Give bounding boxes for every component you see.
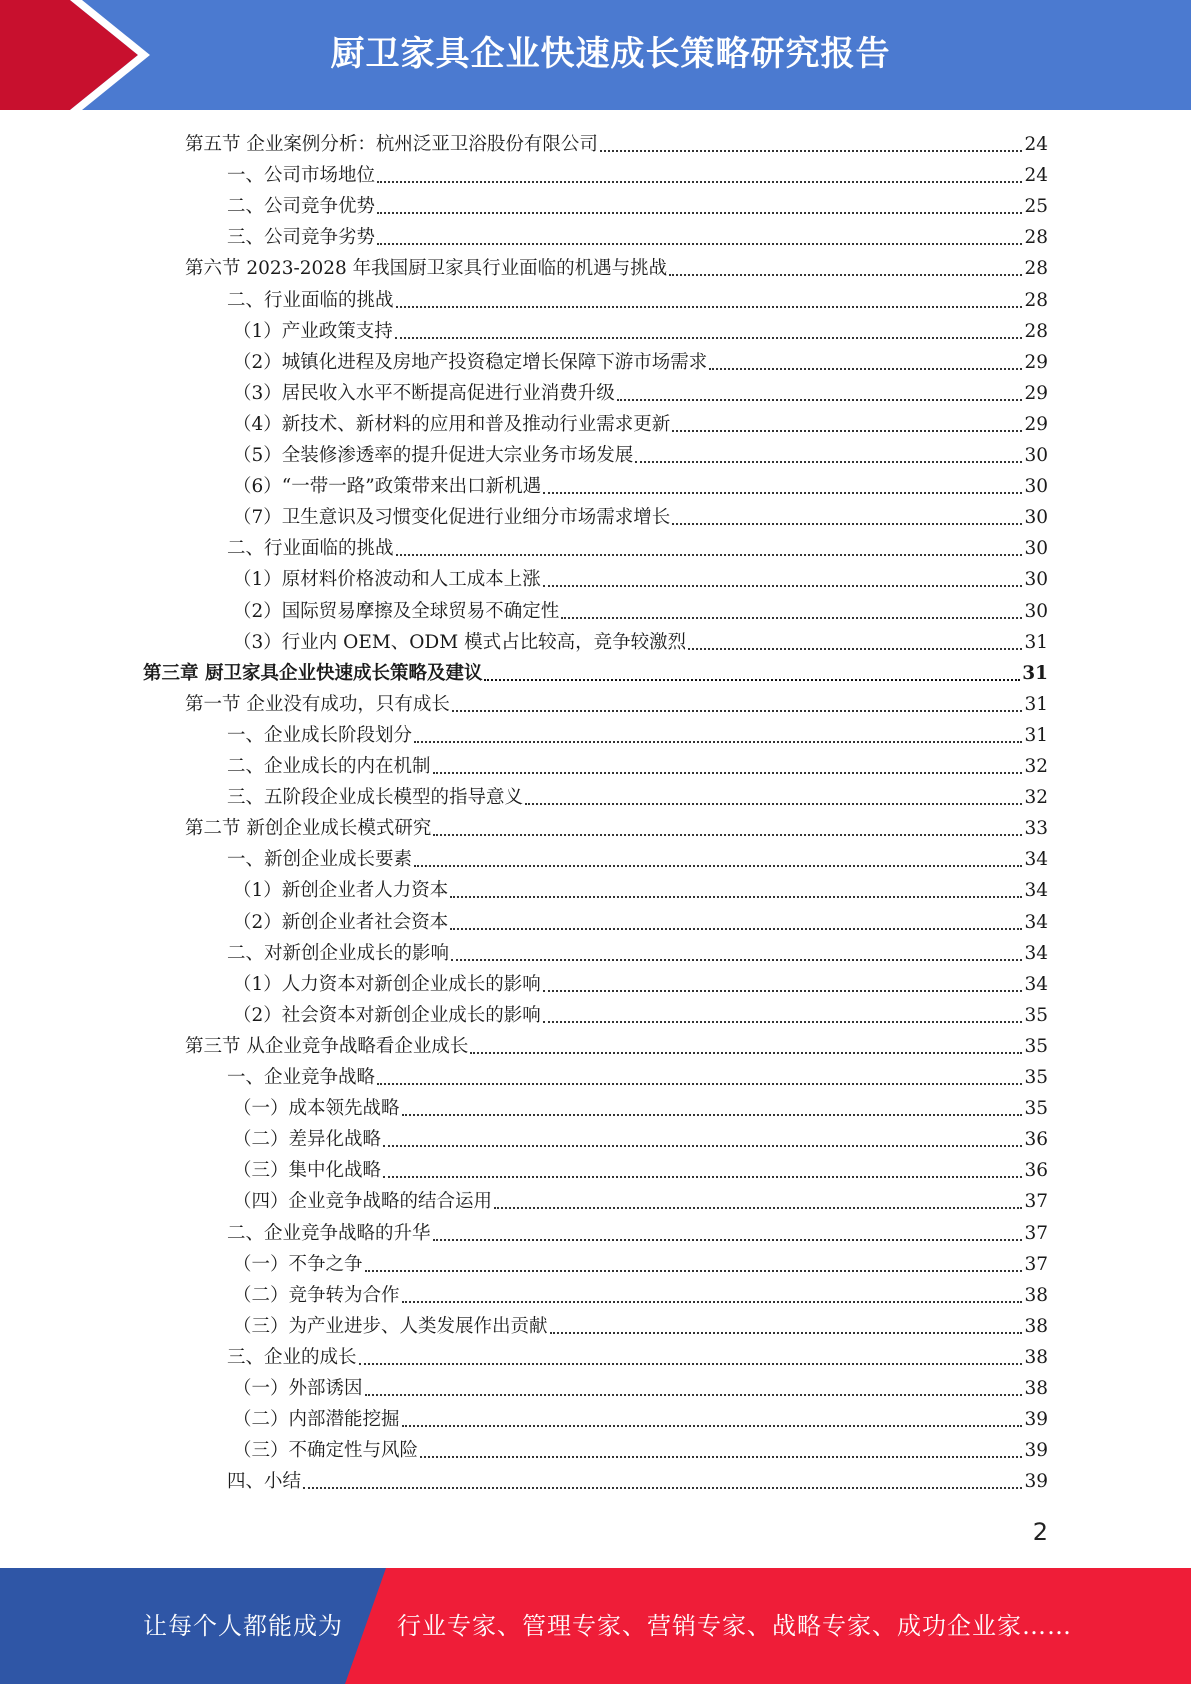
- toc-entry-page: 24: [1024, 165, 1048, 187]
- toc-entry-label: 四、小结: [227, 1471, 302, 1493]
- toc-entry-label: 二、行业面临的挑战: [227, 289, 394, 311]
- toc-entry[interactable]: [233, 407, 1048, 438]
- toc-entry-label: 一、公司市场地位: [227, 165, 376, 187]
- toc-dot-leader: [543, 964, 1023, 992]
- toc-entry-label: 第一节 企业没有成功，只有成长: [185, 693, 450, 715]
- toc-entry-label: （2）新创企业者社会资本: [233, 911, 449, 933]
- toc-entry-page: 37: [1024, 1253, 1048, 1275]
- toc-dot-leader: [383, 1119, 1022, 1147]
- toc-entry-page: 34: [1024, 880, 1048, 902]
- toc-entry-label: （一）成本领先战略: [233, 1098, 400, 1120]
- toc-entry[interactable]: [227, 1060, 1048, 1091]
- toc-entry-label: 一、新创企业成长要素: [227, 849, 413, 871]
- toc-dot-leader: [672, 497, 1022, 525]
- toc-entry[interactable]: [233, 1371, 1048, 1402]
- toc-entry-page: 36: [1024, 1129, 1048, 1151]
- toc-dot-leader: [414, 839, 1022, 867]
- toc-dot-leader: [543, 559, 1023, 587]
- toc-entry-label: 第三章 厨卫家具企业快速成长策略及建议: [143, 662, 483, 684]
- toc-entry-label: 一、企业成长阶段划分: [227, 724, 413, 746]
- toc-entry-label: 二、对新创企业成长的影响: [227, 942, 450, 964]
- page-footer: [0, 1568, 1191, 1684]
- toc-dot-leader: [470, 1026, 1022, 1054]
- toc-entry-page: 31: [1024, 724, 1048, 746]
- toc-dot-leader: [550, 1306, 1023, 1334]
- toc-dot-leader: [450, 870, 1022, 898]
- toc-dot-leader: [484, 653, 1020, 681]
- toc-entry-label: （2）社会资本对新创企业成长的影响: [233, 1004, 541, 1026]
- toc-entry-label: 三、五阶段企业成长模型的指导意义: [227, 787, 524, 809]
- toc-entry-label: 三、公司竞争劣势: [227, 227, 376, 249]
- toc-dot-leader: [688, 622, 1022, 650]
- toc-entry[interactable]: [227, 531, 1048, 562]
- toc-entry[interactable]: [185, 127, 1048, 158]
- toc-dot-leader: [402, 1399, 1023, 1427]
- toc-entry[interactable]: [227, 1340, 1048, 1371]
- toc-entry-label: 二、行业面临的挑战: [227, 538, 394, 560]
- toc-entry-page: 39: [1024, 1409, 1048, 1431]
- page-header: [0, 0, 1191, 110]
- footer-slogan-right: 行业专家、管理专家、营销专家、战略专家、成功企业家……: [397, 1612, 1072, 1640]
- toc-dot-leader: [543, 995, 1023, 1023]
- toc-entry-page: 34: [1024, 911, 1048, 933]
- toc-entry-page: 29: [1024, 382, 1048, 404]
- toc-entry-label: （1）人力资本对新创企业成长的影响: [233, 973, 541, 995]
- toc-entry-page: 33: [1024, 818, 1048, 840]
- toc-entry-page: 35: [1024, 1067, 1048, 1088]
- toc-entry-page: 28: [1024, 320, 1048, 342]
- toc-entry-label: 第三节 从企业竞争战略看企业成长: [185, 1035, 469, 1057]
- toc-dot-leader: [396, 528, 1023, 556]
- toc-entry[interactable]: [233, 967, 1048, 998]
- toc-entry-page: 37: [1024, 1222, 1048, 1244]
- toc-entry-page: 38: [1024, 1284, 1048, 1306]
- toc-entry[interactable]: [185, 1029, 1048, 1060]
- toc-entry-label: 二、企业竞争战略的升华: [227, 1222, 431, 1244]
- toc-dot-leader: [543, 466, 1022, 494]
- toc-entry-page: 29: [1024, 351, 1048, 373]
- toc-entry-label: （三）不确定性与风险: [233, 1440, 419, 1462]
- toc-dot-leader: [402, 1088, 1023, 1116]
- toc-dot-leader: [396, 280, 1023, 308]
- toc-entry[interactable]: [227, 220, 1048, 251]
- toc-entry[interactable]: [185, 811, 1048, 842]
- toc-entry-label: （二）差异化战略: [233, 1129, 382, 1151]
- toc-entry-label: 二、公司竞争优势: [227, 196, 376, 218]
- toc-entry-page: 30: [1024, 600, 1048, 622]
- toc-entry-label: （1）产业政策支持: [233, 320, 393, 342]
- toc-entry-label: （三）集中化战略: [233, 1160, 382, 1182]
- toc-dot-leader: [377, 186, 1022, 214]
- toc-entry-page: 32: [1024, 787, 1048, 809]
- toc-entry-label: （2）城镇化进程及房地产投资稳定增长保障下游市场需求: [233, 351, 708, 373]
- toc-dot-leader: [395, 311, 1023, 339]
- toc-entry[interactable]: [233, 562, 1048, 593]
- toc-entry-label: （7）卫生意识及习惯变化促进行业细分市场需求增长: [233, 507, 671, 529]
- toc-dot-leader: [433, 1213, 1023, 1241]
- toc-entry[interactable]: [233, 594, 1048, 625]
- toc-entry[interactable]: [227, 283, 1048, 314]
- toc-entry[interactable]: [185, 251, 1048, 282]
- toc-entry-label: （一）外部诱因: [233, 1378, 363, 1399]
- toc-dot-leader: [525, 777, 1022, 805]
- toc-entry-page: 35: [1024, 1035, 1048, 1057]
- toc-entry-page: 39: [1024, 1440, 1048, 1462]
- toc-dot-leader: [377, 217, 1022, 245]
- toc-dot-leader: [420, 1430, 1022, 1458]
- toc-entry-page: 36: [1024, 1160, 1048, 1182]
- toc-dot-leader: [359, 1337, 1023, 1365]
- toc-entry[interactable]: [227, 158, 1048, 189]
- toc-entry[interactable]: [233, 1433, 1048, 1464]
- toc-dot-leader: [365, 1368, 1023, 1396]
- toc-entry[interactable]: [233, 1184, 1048, 1215]
- toc-entry-label: 三、企业的成长: [227, 1346, 357, 1368]
- toc-entry[interactable]: [227, 718, 1048, 749]
- toc-entry-label: 一、企业竞争战略: [227, 1067, 376, 1088]
- toc-entry-page: 29: [1024, 413, 1048, 435]
- toc-dot-leader: [365, 1244, 1023, 1272]
- toc-entry[interactable]: [233, 1278, 1048, 1309]
- toc-entry-label: （二）内部潜能挖掘: [233, 1409, 400, 1431]
- toc-entry-label: （一）不争之争: [233, 1253, 363, 1275]
- toc-entry-label: 第二节 新创企业成长模式研究: [185, 818, 432, 840]
- toc-entry-label: （三）为产业进步、人类发展作出贡献: [233, 1315, 548, 1337]
- toc-entry-label: （四）企业竞争战略的结合运用: [233, 1191, 493, 1213]
- toc-entry[interactable]: [227, 1464, 1048, 1495]
- toc-entry-page: 30: [1024, 538, 1048, 560]
- toc-dot-leader: [494, 1181, 1022, 1209]
- toc-dot-leader: [669, 248, 1022, 276]
- toc-entry[interactable]: [233, 625, 1048, 656]
- toc-entry-page: 30: [1024, 476, 1048, 498]
- toc-dot-leader: [600, 124, 1023, 152]
- toc-entry-page: 31: [1022, 662, 1048, 684]
- toc-entry-page: 39: [1024, 1471, 1048, 1493]
- toc-entry-page: 38: [1024, 1378, 1048, 1399]
- toc-entry[interactable]: [233, 873, 1048, 904]
- toc-entry-page: 35: [1024, 1004, 1048, 1026]
- toc-dot-leader: [452, 684, 1023, 712]
- toc-entry-page: 32: [1024, 756, 1048, 777]
- toc-entry-page: 34: [1024, 849, 1048, 871]
- toc-entry-page: 24: [1024, 134, 1048, 155]
- toc-dot-leader: [377, 155, 1022, 183]
- toc-entry[interactable]: [233, 345, 1048, 376]
- toc-entry[interactable]: [227, 842, 1048, 873]
- report-title: 厨卫家具企业快速成长策略研究报告: [330, 34, 891, 74]
- toc-chapter-entry[interactable]: [143, 656, 1048, 687]
- toc-entry[interactable]: [233, 905, 1048, 936]
- toc-entry[interactable]: [233, 500, 1048, 531]
- toc-entry[interactable]: [227, 1216, 1048, 1247]
- toc-entry-page: 28: [1024, 289, 1048, 311]
- toc-entry[interactable]: [227, 936, 1048, 967]
- toc-entry[interactable]: [227, 189, 1048, 220]
- toc-dot-leader: [303, 1461, 1022, 1489]
- toc-entry[interactable]: [233, 1309, 1048, 1340]
- toc-entry-page: 28: [1024, 258, 1048, 280]
- toc-entry-page: 34: [1024, 942, 1048, 964]
- toc-entry[interactable]: [185, 687, 1048, 718]
- toc-entry-page: 38: [1024, 1315, 1048, 1337]
- toc-entry-label: （1）新创企业者人力资本: [233, 880, 449, 902]
- toc-entry-label: （3）居民收入水平不断提高促进行业消费升级: [233, 382, 615, 404]
- toc-entry-label: 第五节 企业案例分析：杭州泛亚卫浴股份有限公司: [185, 134, 598, 155]
- toc-entry-label: （1）原材料价格波动和人工成本上涨: [233, 569, 541, 591]
- toc-entry-label: 第六节 2023-2028 年我国厨卫家具行业面临的机遇与挑战: [185, 258, 668, 280]
- toc-dot-leader: [617, 373, 1023, 401]
- toc-entry[interactable]: [233, 1153, 1048, 1184]
- toc-entry[interactable]: [233, 1122, 1048, 1153]
- toc-entry-page: 34: [1024, 973, 1048, 995]
- toc-entry[interactable]: [233, 1247, 1048, 1278]
- toc-entry-page: 37: [1024, 1191, 1048, 1213]
- toc-entry-page: 38: [1024, 1346, 1048, 1368]
- toc-entry-page: 25: [1024, 196, 1048, 218]
- toc-dot-leader: [414, 715, 1022, 743]
- toc-entry-page: 30: [1024, 445, 1048, 466]
- toc-entry-label: （4）新技术、新材料的应用和普及推动行业需求更新: [233, 413, 671, 435]
- toc-dot-leader: [561, 591, 1022, 619]
- toc-dot-leader: [709, 342, 1022, 370]
- toc-dot-leader: [402, 1275, 1023, 1303]
- footer-slogan-left: 让每个人都能成为: [143, 1612, 343, 1640]
- toc-entry-label: （6）“一带一路”政策带来出口新机遇: [233, 476, 542, 498]
- header-arrow-decoration: [0, 0, 150, 110]
- toc-entry-label: （2）国际贸易摩擦及全球贸易不确定性: [233, 600, 560, 622]
- toc-dot-leader: [672, 404, 1022, 432]
- toc-dot-leader: [450, 902, 1022, 930]
- toc-dot-leader: [451, 933, 1022, 961]
- toc-entry[interactable]: [233, 1091, 1048, 1122]
- toc-entry-page: 31: [1024, 693, 1048, 715]
- toc-dot-leader: [377, 1057, 1022, 1085]
- toc-dot-leader: [635, 435, 1022, 463]
- toc-entry[interactable]: [233, 998, 1048, 1029]
- page-number: 2: [1032, 1518, 1048, 1546]
- toc-entry-page: 30: [1024, 507, 1048, 529]
- toc-entry[interactable]: [227, 749, 1048, 780]
- toc-entry-label: （5）全装修渗透率的提升促进大宗业务市场发展: [233, 445, 634, 466]
- toc-dot-leader: [433, 746, 1023, 774]
- toc-entry-page: 31: [1024, 631, 1048, 653]
- toc-dot-leader: [383, 1150, 1022, 1178]
- toc-dot-leader: [433, 808, 1022, 836]
- toc-entry[interactable]: [233, 376, 1048, 407]
- toc-entry-label: 二、企业成长的内在机制: [227, 756, 431, 777]
- toc-entry[interactable]: [233, 314, 1048, 345]
- toc-entry-page: 30: [1024, 569, 1048, 591]
- toc-entry-page: 35: [1024, 1098, 1048, 1120]
- toc-entry-label: （二）竞争转为合作: [233, 1284, 400, 1306]
- toc-entry[interactable]: [233, 1402, 1048, 1433]
- toc-entry[interactable]: [233, 438, 1048, 469]
- toc-entry-page: 28: [1024, 227, 1048, 249]
- toc-entry[interactable]: [233, 469, 1048, 500]
- toc-entry[interactable]: [227, 780, 1048, 811]
- toc-entry-label: （3）行业内 OEM、ODM 模式占比较高，竞争较激烈: [233, 631, 687, 653]
